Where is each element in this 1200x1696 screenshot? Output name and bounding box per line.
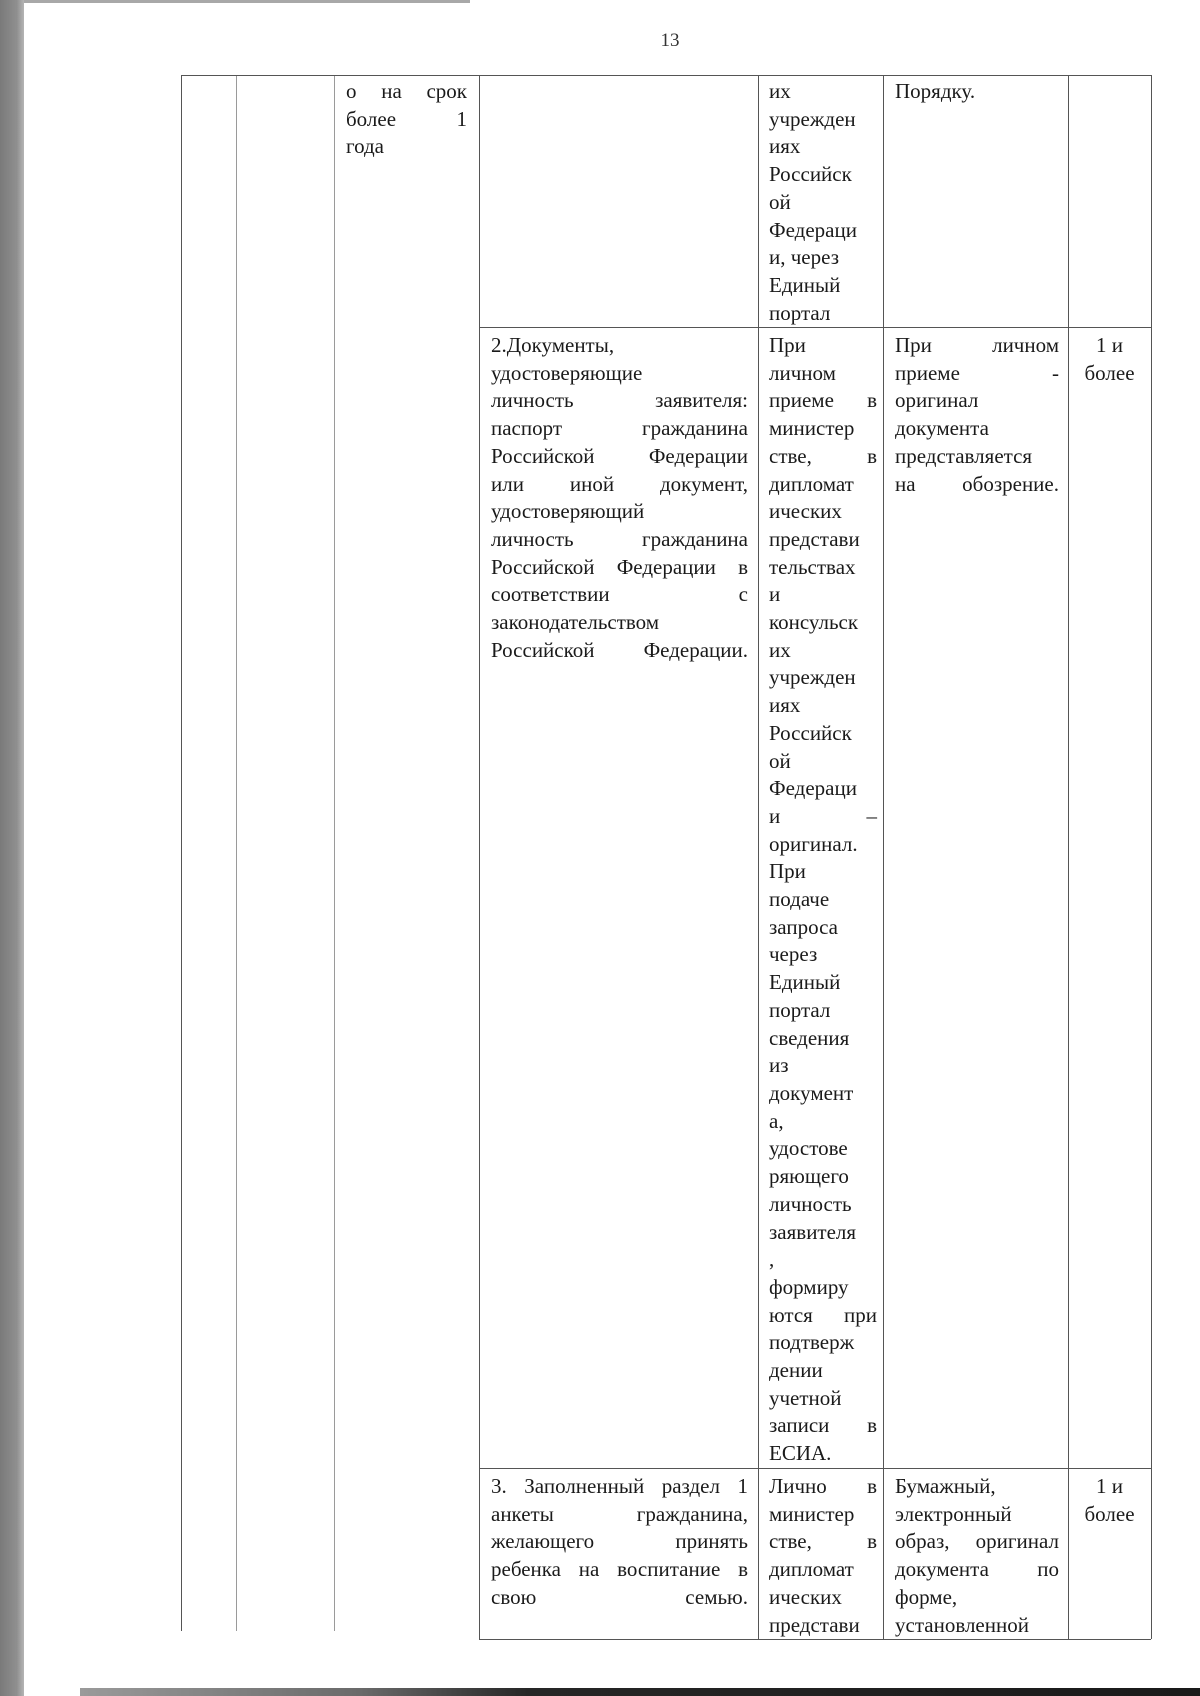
table-border-left [181, 75, 182, 1631]
row3-document-cell [479, 1473, 758, 1612]
row1-condition-cell [334, 78, 479, 161]
row3-method-text: Лично в министер стве, в дипломат ических представи [769, 1474, 877, 1637]
row2-requirements-cell [883, 332, 1068, 498]
row2-count-text: 1 и более [1084, 333, 1135, 385]
row3-requirements-text: Бумажный, электронный образ, оригинал документа по форме, установленной [895, 1474, 1059, 1637]
column-divider-5 [883, 75, 884, 1639]
row-divider-2 [479, 1468, 1151, 1469]
row1-method-text: их учрежден иях Российск ой Федераци и, через Единый портал [769, 79, 857, 325]
row3-method-cell [758, 1473, 883, 1639]
row3-count-cell [1068, 1473, 1151, 1528]
page-number: 13 [660, 30, 680, 51]
row3-count-text: 1 и более [1084, 1474, 1135, 1526]
column-divider-2 [334, 75, 335, 1631]
column-divider-1 [236, 75, 237, 1631]
table-border-right [1151, 75, 1152, 1639]
row1-requirements-cell [883, 78, 1068, 106]
row3-document-text: 3. Заполненный раздел 1 анкеты гражданина, желающего принять ребенка на воспитание в свою семью. [491, 1474, 748, 1609]
row1-condition-text: о на срок более 1 года [346, 79, 467, 159]
row2-document-cell [479, 332, 758, 664]
column-divider-6 [1068, 75, 1069, 1639]
scan-edge-left [0, 0, 24, 1696]
row1-method-cell [758, 78, 883, 327]
scan-edge-bottom [80, 1688, 1200, 1696]
row2-document-text: 2.Документы, удостоверяющие личность заявителя: паспорт гражданина Российской Федерации или иной документ, удостоверяющий личность гражданина Российской Федерации в соответствии с законодательством Российской Федерации. [491, 333, 748, 662]
row1-requirements-text: Порядку. [895, 79, 976, 103]
row2-method-cell [758, 332, 883, 1468]
row2-count-cell [1068, 332, 1151, 387]
row2-method-text: При личном приеме в министер стве, в дипломат ических представи тельствах и консульск их учрежден иях Российск ой Федераци и – оригинал. При подаче запроса через Единый портал сведения из документ а, удостове ряющего личность заявителя , формиру ются при подтверж дении учетной записи в ЕСИА. [769, 333, 877, 1466]
scan-edge-top [24, 0, 470, 3]
column-divider-3 [479, 75, 480, 1639]
row3-requirements-cell [883, 1473, 1068, 1639]
row2-requirements-text: При личном приеме - оригинал документа представляется на обозрение. [895, 333, 1059, 496]
table-border-top [181, 75, 1151, 76]
